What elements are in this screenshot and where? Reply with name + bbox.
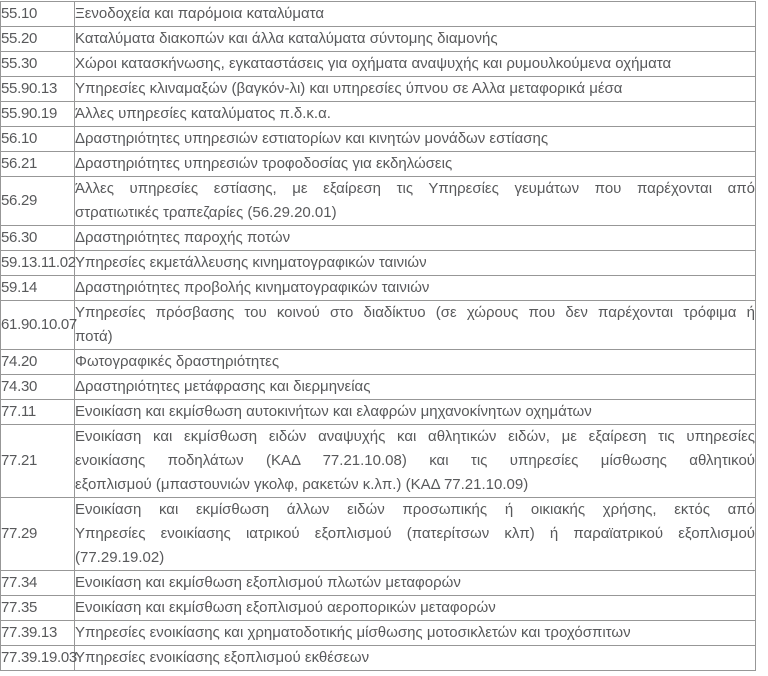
description-line: Ενοικίαση και εκμίσθωση εξοπλισμού πλωτών μεταφορών	[75, 574, 461, 591]
kad-description-cell	[75, 301, 756, 350]
kad-code-cell: 55.90.13	[1, 77, 75, 102]
description-line: Ενοικίαση και εκμίσθωση αυτοκινήτων και ελαφρών μηχανοκίνητων οχημάτων	[75, 403, 592, 420]
description-line: Δραστηριότητες υπηρεσιών τροφοδοσίας για εκδηλώσεις	[75, 155, 453, 172]
kad-table-body	[1, 2, 756, 671]
table-row	[1, 127, 756, 152]
kad-code-cell: 55.20	[1, 27, 75, 52]
kad-code-cell: 59.13.11.02	[1, 251, 75, 276]
table-row	[1, 375, 756, 400]
kad-code-cell: 55.10	[1, 2, 75, 27]
kad-description-cell	[75, 52, 756, 77]
description-line: Ενοικίαση και εκμίσθωση εξοπλισμού αεροπορικών μεταφορών	[75, 599, 496, 616]
kad-code-cell: 59.14	[1, 276, 75, 301]
kad-code-cell: 77.21	[1, 425, 75, 498]
kad-description-cell	[75, 77, 756, 102]
description-line: στρατιωτικές τραπεζαρίες (56.29.20.01)	[75, 204, 337, 221]
kad-code-cell: 74.30	[1, 375, 75, 400]
kad-description-cell	[75, 425, 756, 498]
table-row	[1, 498, 756, 571]
kad-code-cell: 77.35	[1, 596, 75, 621]
kad-code-cell: 56.30	[1, 226, 75, 251]
table-row	[1, 621, 756, 646]
description-line: Δραστηριότητες υπηρεσιών εστιατορίων και κινητών μονάδων εστίασης	[75, 130, 549, 147]
description-line: Δραστηριότητες προβολής κινηματογραφικών ταινιών	[75, 279, 430, 296]
kad-description-cell	[75, 27, 756, 52]
kad-description-cell	[75, 276, 756, 301]
kad-description-cell	[75, 375, 756, 400]
kad-code-cell: 56.29	[1, 177, 75, 226]
kad-code-cell: 77.39.19.03	[1, 646, 75, 671]
table-row	[1, 646, 756, 671]
table-row	[1, 425, 756, 498]
table-row	[1, 152, 756, 177]
kad-description-cell	[75, 102, 756, 127]
table-row	[1, 350, 756, 375]
table-row	[1, 571, 756, 596]
description-line: ποτά)	[75, 328, 113, 345]
kad-description-cell	[75, 350, 756, 375]
table-row	[1, 177, 756, 226]
kad-description-cell	[75, 127, 756, 152]
kad-description-cell	[75, 2, 756, 27]
kad-description-cell	[75, 596, 756, 621]
kad-code-cell: 77.11	[1, 400, 75, 425]
table-row	[1, 27, 756, 52]
table-row	[1, 52, 756, 77]
description-line: Υπηρεσίες πρόσβασης του κοινού στο διαδίκτυο (σε χώρους που δεν παρέχονται τρόφιμα ή	[75, 304, 755, 321]
table-row	[1, 2, 756, 27]
description-line: Άλλες υπηρεσίες καταλύματος π.δ.κ.α.	[75, 105, 331, 122]
kad-code-cell: 77.34	[1, 571, 75, 596]
kad-code-cell: 74.20	[1, 350, 75, 375]
kad-description-cell	[75, 177, 756, 226]
description-line: Υπηρεσίες εκμετάλλευσης κινηματογραφικών ταινιών	[75, 254, 427, 271]
kad-code-cell: 55.30	[1, 52, 75, 77]
kad-code-cell: 77.29	[1, 498, 75, 571]
kad-code-cell: 77.39.13	[1, 621, 75, 646]
kad-description-cell	[75, 226, 756, 251]
table-row	[1, 77, 756, 102]
description-line: Υπηρεσίες ενοικίασης ιατρικού εξοπλισμού (πατερίτσων κλπ) ή παραϊατρικού εξοπλισμού	[75, 525, 755, 542]
description-line: Καταλύματα διακοπών και άλλα καταλύματα σύντομης διαμονής	[75, 30, 498, 47]
kad-description-cell	[75, 621, 756, 646]
description-line: Δραστηριότητες μετάφρασης και διερμηνείας	[75, 378, 371, 395]
kad-code-cell: 61.90.10.07	[1, 301, 75, 350]
description-line: (77.29.19.02)	[75, 549, 165, 566]
description-line: Ενοικίαση και εκμίσθωση άλλων ειδών προσωπικής ή οικιακής χρήσης, εκτός από	[75, 501, 755, 518]
table-row	[1, 251, 756, 276]
kad-code-cell: 56.10	[1, 127, 75, 152]
table-row	[1, 596, 756, 621]
description-line: εξοπλισμού (μπαστουνιών γκολφ, ρακετών κ.λπ.) (ΚΑΔ 77.21.10.09)	[75, 476, 529, 493]
description-line: Υπηρεσίες ενοικίασης και χρηματοδοτικής μίσθωσης μοτοσικλετών και τροχόσπιτων	[75, 624, 631, 641]
kad-description-cell	[75, 571, 756, 596]
description-line: Υπηρεσίες ενοικίασης εξοπλισμού εκθέσεων	[75, 649, 370, 666]
table-row	[1, 226, 756, 251]
kad-description-cell	[75, 646, 756, 671]
table-row	[1, 102, 756, 127]
kad-description-cell	[75, 498, 756, 571]
table-row	[1, 301, 756, 350]
description-line: ενοικίασης ποδηλάτων (ΚΑΔ 77.21.10.08) και τις υπηρεσίες μίσθωσης αθλητικού	[75, 452, 755, 469]
table-row	[1, 400, 756, 425]
kad-code-cell: 55.90.19	[1, 102, 75, 127]
description-line: Φωτογραφικές δραστηριότητες	[75, 353, 280, 370]
description-line: Υπηρεσίες κλιναμαξών (βαγκόν-λι) και υπηρεσίες ύπνου σε Αλλα μεταφορικά μέσα	[75, 80, 623, 97]
kad-description-cell	[75, 152, 756, 177]
kad-code-cell: 56.21	[1, 152, 75, 177]
description-line: Ενοικίαση και εκμίσθωση ειδών αναψυχής και αθλητικών ειδών, με εξαίρεση τις υπηρεσίες	[75, 428, 755, 445]
kad-description-cell	[75, 400, 756, 425]
description-line: Δραστηριότητες παροχής ποτών	[75, 229, 291, 246]
table-row	[1, 276, 756, 301]
kad-description-cell	[75, 251, 756, 276]
description-line: Χώροι κατασκήνωσης, εγκαταστάσεις για οχήματα αναψυχής και ρυμουλκούμενα οχήματα	[75, 55, 672, 72]
description-line: Ξενοδοχεία και παρόμοια καταλύματα	[75, 5, 325, 22]
kad-codes-table	[0, 1, 756, 671]
description-line: Άλλες υπηρεσίες εστίασης, με εξαίρεση τις Υπηρεσίες γευμάτων που παρέχονται από	[75, 180, 755, 197]
